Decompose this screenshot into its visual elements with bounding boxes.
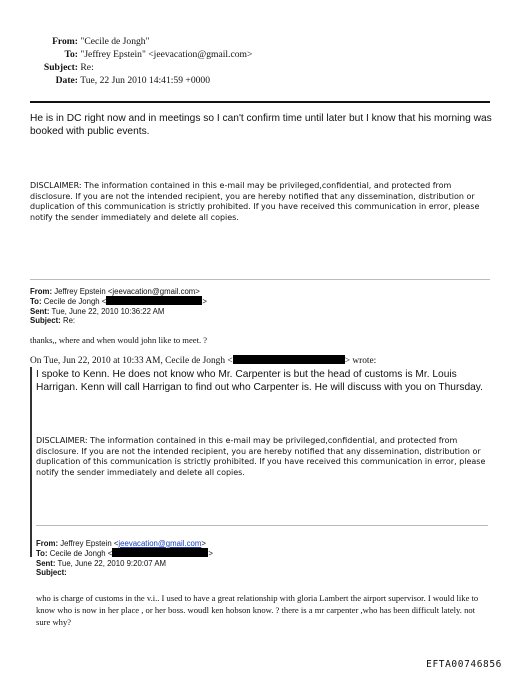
section-divider	[30, 279, 490, 280]
original-to-label: To:	[36, 549, 48, 559]
quote-intro-start: On Tue, Jun 22, 2010 at 10:33 AM, Cecile de Jongh <	[30, 356, 233, 366]
from-label: From:	[52, 36, 78, 47]
reply-to-value: Cecile de Jongh <	[43, 297, 107, 307]
disclaimer	[30, 181, 488, 223]
original-subject	[36, 568, 213, 577]
quoted-disclaimer-text: DISCLAIMER: The information contained in this e-mail may be privileged,confidential, and protected from disclosure. If you are not the intended recipient, you are hereby notified that any dissemination, distribution or duplication of this communication is strictly prohibited. If you have received this communication in error, please notify the sender immediately and delete all copies.	[36, 436, 486, 477]
reply-sent-label: Sent:	[30, 306, 50, 316]
reply-from	[30, 287, 207, 296]
original-subject-label: Subject:	[36, 568, 67, 578]
reply-sent	[30, 307, 207, 316]
original-header	[36, 539, 213, 578]
original-to-close: >	[208, 549, 213, 559]
reply-from-label: From:	[30, 287, 53, 296]
disclaimer-text: DISCLAIMER: The information contained in this e-mail may be privileged,confidential, and protected from disclosure. If you are not the intended recipient, you are hereby notified that any dissemination, distribution or duplication of this communication is strictly prohibited. If you have received this communication in error, please notify the sender immediately and delete all copies.	[30, 181, 480, 222]
original-sent-label: Sent:	[36, 558, 56, 568]
original-from-label: From:	[36, 539, 59, 548]
original-sent	[36, 559, 213, 568]
subject-label: Subject:	[43, 62, 78, 73]
reply-subject	[30, 316, 207, 325]
from-value: "Cecile de Jongh"	[80, 36, 150, 47]
reply-to	[30, 296, 207, 306]
header-date	[40, 74, 210, 87]
original-to	[36, 548, 213, 558]
redaction-bar	[112, 548, 208, 557]
original-body-text: who is charge of customs in the v.i.. I used to have a great relationship with gloria Lambert the airport supervisor. I would like to know who is now in her place , or her boss. woudl ken hobson know. ? there is a mr carpenter ,who has been difficult lately. not sure why?	[36, 593, 479, 627]
message-body-text: He is in DC right now and in meetings so I can't confirm time until later but I know that his morning was booked with public events.	[30, 113, 492, 137]
reply-to-close: >	[202, 297, 207, 307]
header-divider	[30, 101, 490, 103]
quoted-disclaimer	[36, 436, 488, 478]
reply-header	[30, 287, 207, 326]
to-label: To:	[64, 49, 78, 60]
reply-subject-label: Subject:	[30, 316, 61, 326]
subject-value: Re:	[80, 62, 94, 73]
redaction-bar	[233, 355, 345, 364]
quoted-message-text: I spoke to Kenn. He does not know who Mr. Carpenter is but the head of customs is Mr. Louis Harrigan. Kenn will call Harrigan to find out who Carpenter is. He will discuss with you on Thursday.	[36, 369, 483, 393]
quote-intro-end: > wrote:	[344, 356, 377, 366]
quoted-message	[36, 369, 492, 394]
reply-subject-value: Re:	[62, 316, 76, 326]
date-label: Date:	[55, 75, 78, 86]
bates-number: EFTA00746856	[426, 659, 502, 670]
original-to-value: Cecile de Jongh <	[49, 549, 113, 559]
original-sent-value: Tue, June 22, 2010 9:20:07 AM	[57, 558, 167, 568]
original-body	[36, 592, 488, 628]
redaction-bar	[106, 296, 202, 305]
reply-body-text: thanks,, where and when would john like to meet. ?	[30, 335, 208, 345]
original-from-name: Jeffrey Epstein <	[60, 539, 119, 548]
quote-divider	[36, 525, 488, 526]
quote-intro	[30, 355, 376, 367]
original-from-close: >	[201, 539, 206, 548]
quote-bar	[30, 367, 32, 557]
message-body	[30, 113, 492, 138]
date-value: Tue, 22 Jun 2010 14:41:59 +0000	[80, 75, 211, 86]
reply-body	[30, 334, 207, 346]
email-link[interactable]: jeevacation@gmail.com	[118, 539, 202, 548]
reply-to-label: To:	[30, 297, 42, 307]
reply-from-value: Jeffrey Epstein <jeevacation@gmail.com>	[54, 287, 200, 296]
header-to	[40, 48, 252, 61]
header-from	[40, 35, 150, 48]
header-subject	[40, 61, 94, 74]
reply-sent-value: Tue, June 22, 2010 10:36:22 AM	[51, 306, 165, 316]
original-from	[36, 539, 213, 548]
to-value: "Jeffrey Epstein" <jeevacation@gmail.com>	[80, 49, 253, 60]
